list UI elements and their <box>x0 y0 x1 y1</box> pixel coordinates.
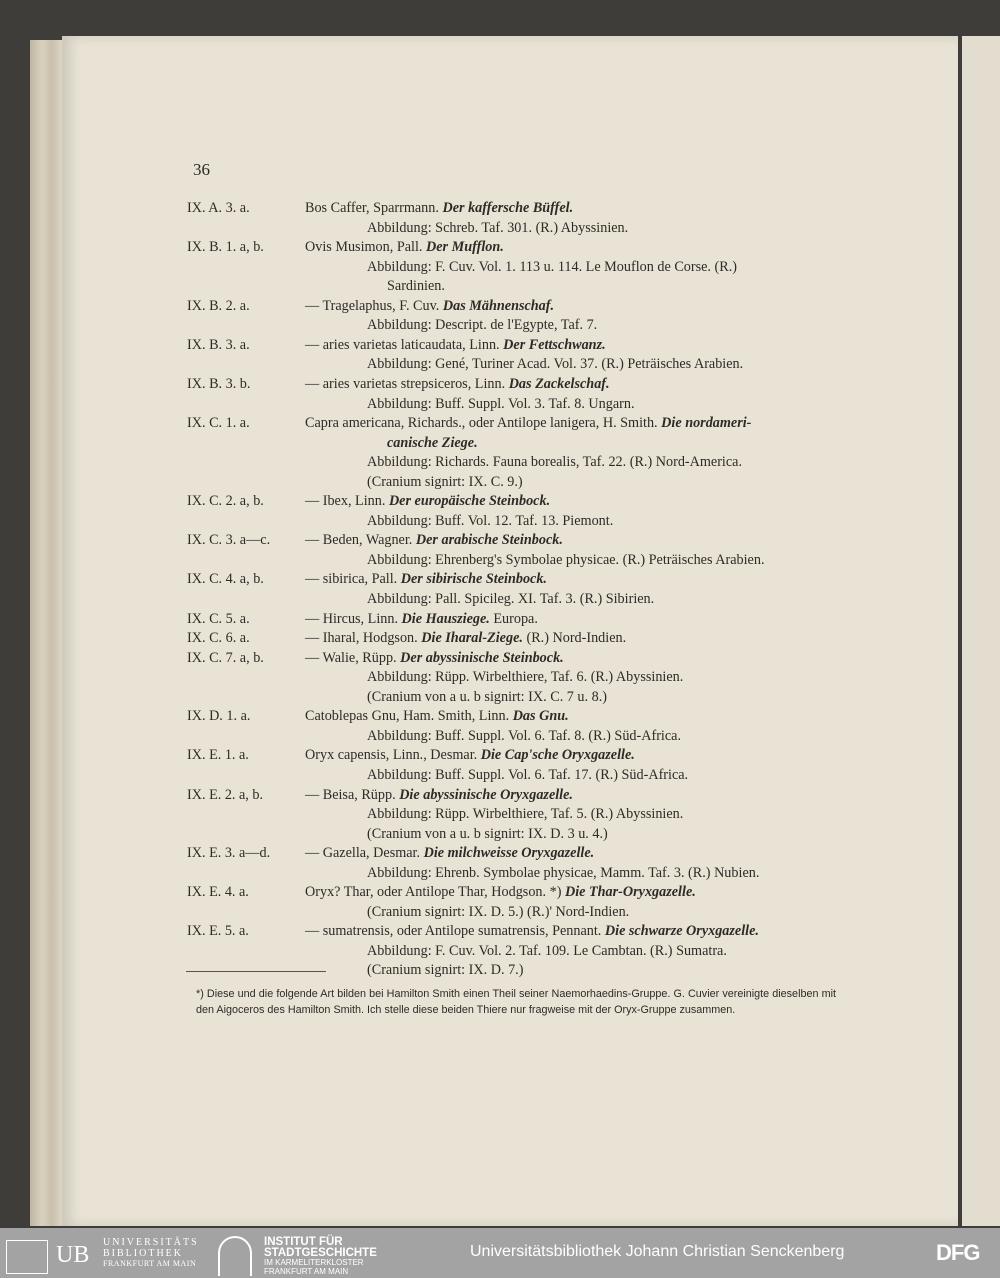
entry-segment: — aries varietas laticaudata, Linn. <box>305 336 504 353</box>
german-name: Der sibirische Steinbock. <box>400 571 547 588</box>
entry-label: IX. C. 3. a—c. <box>187 532 271 549</box>
entry-segment: Abbildung: Gené, Turiner Acad. Vol. 37. (R.) Peträisches Arabien. <box>367 356 744 373</box>
entry-segment: (Cranium von a u. b signirt: IX. D. 3 u. 4.) <box>367 825 608 842</box>
isg-name-line: INSTITUT FÜR <box>264 1236 343 1248</box>
entry-segment: Catoblepas Gnu, Ham. Smith, Linn. <box>305 708 513 725</box>
entry-segment: Sardinien. <box>387 278 445 295</box>
entry-text <box>305 787 573 804</box>
facing-page-edge <box>962 36 1000 1226</box>
entry-segment: Capra americana, Richards., oder Antilope lanigera, H. Smith. <box>305 415 662 432</box>
entry-label: IX. C. 6. a. <box>187 630 250 647</box>
entry-label: IX. E. 4. a. <box>187 884 249 901</box>
entry-segment: — Iharal, Hodgson. <box>305 630 422 647</box>
entry-text <box>367 454 742 471</box>
entry-segment: Abbildung: Buff. Vol. 12. Taf. 13. Piemont. <box>367 512 614 529</box>
entry-text <box>305 708 569 725</box>
library-name[interactable]: Universitätsbibliothek Johann Christian Senckenberg <box>470 1243 845 1260</box>
entry-text <box>367 826 608 843</box>
isg-name-line: IM KARMELITERKLOSTER <box>264 1258 364 1267</box>
entry-segment: Abbildung: Descript. de l'Egypte, Taf. 7. <box>367 317 598 334</box>
entry-segment: Oryx capensis, Linn., Desmar. <box>305 747 481 764</box>
entry-segment: — Walie, Rüpp. <box>305 649 401 666</box>
entry-text <box>367 220 628 237</box>
entry-label: IX. C. 1. a. <box>187 415 250 432</box>
entry-segment: — aries varietas strepsiceros, Linn. <box>305 375 509 392</box>
entry-segment: Bos Caffer, Sparrmann. <box>305 200 443 216</box>
entry-label: IX. B. 1. a, b. <box>187 239 264 256</box>
entry-text <box>367 591 654 608</box>
ub-name-line: FRANKFURT AM MAIN <box>103 1259 197 1268</box>
german-name: Der abyssinische Steinbock. <box>400 649 564 666</box>
entry-text <box>305 845 594 862</box>
entry-text <box>305 611 538 628</box>
entry-text <box>305 747 635 764</box>
footnote-rule <box>186 971 326 972</box>
entry-segment: Abbildung: Buff. Suppl. Vol. 3. Taf. 8. Ungarn. <box>367 395 635 412</box>
entry-text <box>305 650 564 667</box>
entry-label: IX. E. 3. a—d. <box>187 845 271 862</box>
entry-text <box>367 689 607 706</box>
entry-segment: Abbildung: Rüpp. Wirbelthiere, Taf. 6. (R.) Abyssinien. <box>367 669 684 686</box>
entry-segment: Abbildung: Ehrenb. Symbolae physicae, Mamm. Taf. 3. (R.) Nubien. <box>367 864 760 881</box>
entry-text <box>305 923 759 940</box>
german-name: Die Thar-Oryxgazelle. <box>564 884 696 901</box>
entry-label: IX. C. 4. a, b. <box>187 571 264 588</box>
footer-bar <box>0 1228 1000 1278</box>
entry-label: IX. C. 2. a, b. <box>187 493 264 510</box>
german-name: canische Ziege. <box>387 434 478 451</box>
entry-text <box>367 317 597 334</box>
entry-text <box>387 435 478 452</box>
entry-label: IX. A. 3. a. <box>187 200 250 216</box>
entry-text <box>305 493 550 510</box>
entry-segment: Ovis Musimon, Pall. <box>305 239 427 256</box>
german-name: Das Mähnenschaf. <box>442 297 555 314</box>
entry-text <box>367 728 681 745</box>
german-name: Die schwarze Oryxgazelle. <box>604 923 759 940</box>
entry-label: IX. B. 2. a. <box>187 297 250 314</box>
german-name: Die abyssinische Oryxgazelle. <box>399 786 573 803</box>
entry-segment: Europa. <box>489 610 538 627</box>
entry-text <box>367 904 629 921</box>
entry-text <box>367 474 523 491</box>
entry-segment: Abbildung: Rüpp. Wirbelthiere, Taf. 5. (R.) Abyssinien. <box>367 806 684 823</box>
isg-logo[interactable] <box>264 1237 377 1276</box>
isg-name-line: STADTGESCHICHTE <box>264 1247 377 1259</box>
german-name: Das Zackelschaf. <box>508 375 610 392</box>
german-name: Die Cap'sche Oryxgazelle. <box>480 747 635 764</box>
entry-text <box>305 571 547 588</box>
entry-label: IX. C. 5. a. <box>187 610 250 627</box>
entry-text <box>305 200 573 217</box>
entry-segment: Abbildung: Buff. Suppl. Vol. 6. Taf. 17. (R.) Süd-Africa. <box>367 766 689 783</box>
isg-arch-icon <box>218 1236 252 1276</box>
german-name: Der europäische Steinbock. <box>388 493 551 510</box>
page-number: 36 <box>193 160 210 179</box>
ub-logo[interactable] <box>6 1236 98 1272</box>
dfg-logo[interactable]: DFG <box>936 1240 980 1265</box>
entry-text <box>367 806 683 823</box>
footnote: *) Diese und die folgende Art bilden bei Hamilton Smith einen Theil seiner Naemorhaedins-Gruppe. G. Cuvier vereinigte dieselben mit den Aigoceros des Hamilton Smith. Ich stelle diese beiden Thiere nur fragweise mit der Oryx-Gruppe zusammen. <box>196 988 836 1016</box>
entry-segment: Abbildung: Buff. Suppl. Vol. 6. Taf. 8. (R.) Süd-Africa. <box>367 727 682 744</box>
entry-segment: Abbildung: Richards. Fauna borealis, Taf. 22. (R.) Nord-America. <box>367 454 743 471</box>
entry-text <box>367 767 688 784</box>
entry-segment: Oryx? Thar, oder Antilope Thar, Hodgson. *) <box>305 884 565 901</box>
entry-text <box>367 865 759 882</box>
german-name: Der Fettschwanz. <box>503 336 606 353</box>
entry-text <box>367 259 737 276</box>
entry-segment: — Ibex, Linn. <box>305 493 389 510</box>
german-name: Die Iharal-Ziege. <box>421 630 523 647</box>
entry-segment: — sibirica, Pall. <box>305 571 401 588</box>
entry-segment: — Tragelaphus, F. Cuv. <box>305 297 443 314</box>
isg-name-line: FRANKFURT AM MAIN <box>264 1266 349 1276</box>
entry-text <box>367 669 683 686</box>
entry-segment: (Cranium signirt: IX. D. 7.) <box>367 962 524 979</box>
entry-label: IX. E. 1. a. <box>187 747 249 764</box>
ub-name-line: BIBLIOTHEK <box>103 1247 183 1259</box>
entry-segment: — Hircus, Linn. <box>305 610 402 627</box>
entry-label: IX. C. 7. a, b. <box>187 649 264 666</box>
german-name: Der arabische Steinbock. <box>415 532 563 549</box>
entry-label: IX. E. 2. a, b. <box>187 786 264 803</box>
german-name: Die Hausziege. <box>401 610 490 627</box>
entry-text <box>387 278 445 295</box>
entry-text <box>305 884 696 901</box>
german-name: Das Gnu. <box>512 708 569 725</box>
entry-text <box>305 415 751 432</box>
entry-text <box>367 943 727 960</box>
entry-segment: (R.) Nord-Indien. <box>522 630 627 647</box>
entry-segment: Abbildung: F. Cuv. Vol. 1. 113 u. 114. Le Mouflon de Corse. (R.) <box>367 258 737 275</box>
entry-segment: — Beisa, Rüpp. <box>305 786 400 803</box>
german-name: Der kaffersche Büffel. <box>442 200 574 216</box>
entry-text <box>305 239 504 256</box>
ub-name <box>103 1238 199 1270</box>
entry-label: IX. E. 5. a. <box>187 923 249 940</box>
entry-text <box>367 513 613 530</box>
german-name: Die milchweisse Oryxgazelle. <box>423 845 595 862</box>
entry-text <box>367 962 523 979</box>
entry-text <box>305 298 554 315</box>
german-name: Der Mufflon. <box>426 239 504 256</box>
entry-segment: — Gazella, Desmar. <box>305 845 424 862</box>
entry-label: IX. B. 3. a. <box>187 336 250 353</box>
german-name: Die nordameri- <box>661 415 752 432</box>
entry-segment: — sumatrensis, oder Antilope sumatrensis, Pennant. <box>305 923 605 940</box>
entry-text <box>367 552 765 569</box>
ub-logo-text: UB <box>56 1242 90 1268</box>
entry-segment: Abbildung: F. Cuv. Vol. 2. Taf. 109. Le Cambtan. (R.) Sumatra. <box>367 942 727 959</box>
entry-segment: Abbildung: Pall. Spicileg. XI. Taf. 3. (R.) Sibirien. <box>367 591 655 607</box>
entry-segment: (Cranium signirt: IX. C. 9.) <box>367 473 523 490</box>
ub-name-line: UNIVERSITÄTS <box>103 1237 199 1248</box>
entry-segment: Abbildung: Ehrenberg's Symbolae physicae. (R.) Peträisches Arabien. <box>367 551 765 568</box>
entry-text <box>305 532 563 549</box>
entry-segment: (Cranium von a u. b signirt: IX. C. 7 u. 8.) <box>367 688 607 705</box>
entry-label: IX. B. 3. b. <box>187 375 251 392</box>
entry-text <box>305 630 626 647</box>
bust-icon <box>6 1240 48 1274</box>
entry-text <box>305 337 606 354</box>
entry-segment: Abbildung: Schreb. Taf. 301. (R.) Abyssinien. <box>367 219 629 236</box>
entry-segment: — Beden, Wagner. <box>305 532 416 549</box>
entry-text <box>305 376 610 393</box>
entry-label: IX. D. 1. a. <box>187 708 251 725</box>
entry-text <box>367 356 743 373</box>
entry-text <box>367 396 635 413</box>
entry-segment: (Cranium signirt: IX. D. 5.) (R.)' Nord-Indien. <box>367 903 630 920</box>
